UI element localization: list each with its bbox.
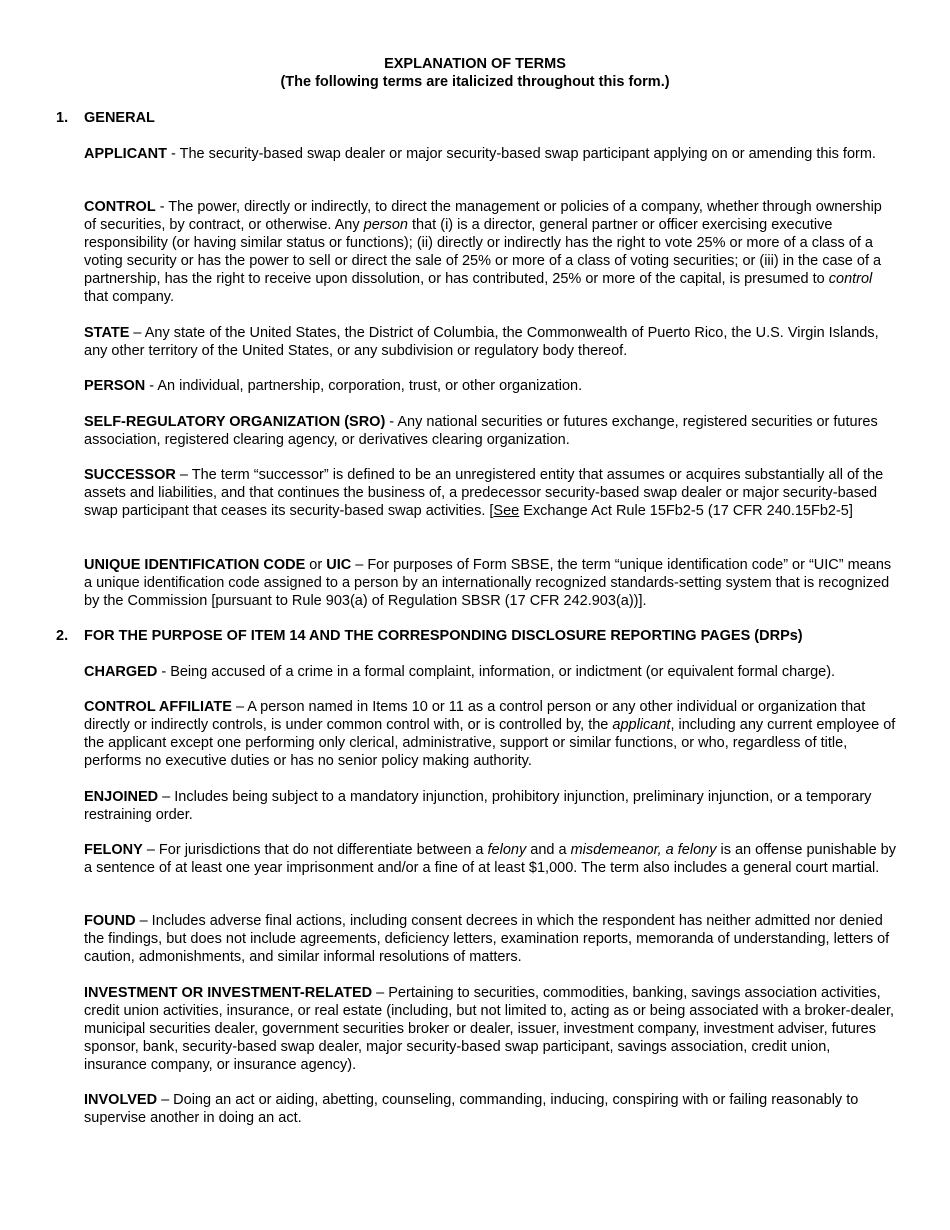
- page-title: EXPLANATION OF TERMS: [384, 56, 566, 72]
- term-connector: and a: [526, 842, 571, 858]
- term-definition: – The term “successor” is defined to be an unregistered entity that assumes or acquires substantially all of the assets and liabilities, and that continues the business of, a predecessor security-based swap dealer or major security-based swap participant that ceases its security-based swap activities. [: [84, 467, 884, 519]
- term-name: FELONY: [84, 842, 143, 858]
- term-person: [84, 377, 896, 395]
- term-name: CHARGED: [84, 664, 158, 680]
- term-definition: - Being accused of a crime in a formal complaint, information, or indictment (or equivalent formal charge).: [157, 664, 836, 680]
- term-applicant: [84, 145, 896, 163]
- term-involved: [84, 1091, 896, 1127]
- italic-term: person: [363, 217, 408, 233]
- term-definition-cont: that (i) is a director, general partner or officer exercising executive responsibility (or having similar status or functions); (ii) directly or indirectly has the right to vote 25% or more of a class of a voting security or has the power to sell or direct the sale of 25% or more of a class of voting securities; or (iii) in the case of a partnership, has the right to receive upon dissolution, or has contributed, 25% or more of the capital, is presumed to: [84, 217, 882, 287]
- term-enjoined: [84, 788, 896, 824]
- term-felony: [84, 841, 896, 877]
- term-control-affiliate: [84, 698, 896, 770]
- term-name: FOUND: [84, 913, 136, 929]
- italic-term: applicant: [612, 717, 671, 733]
- term-definition-end: that company.: [84, 289, 175, 305]
- term-name: STATE: [84, 325, 130, 341]
- term-definition: – Pertaining to securities, commodities, banking, savings association activities, credit union activities, insurance, or real estate (including, but not limited to, acting as or being associated with a broker-dealer, municipal securities dealer, government securities broker or dealer, issuer, investment company, investment adviser, futures sponsor, bank, security-based swap dealer, major security-based swap participant, savings association, credit union, insurance company, or insurance agency).: [84, 985, 895, 1073]
- term-definition: – Includes being subject to a mandatory injunction, prohibitory injunction, preliminary injunction, or a temporary restraining order.: [84, 789, 872, 823]
- italic-term: control: [828, 271, 873, 287]
- section-2-number: 2.: [56, 628, 69, 644]
- term-definition: - The security-based swap dealer or major security-based swap participant applying on or amending this form.: [166, 146, 876, 162]
- term-name: CONTROL AFFILIATE: [84, 699, 232, 715]
- see-reference: See: [493, 503, 520, 519]
- term-definition: – A person named in Items 10 or 11 as a control person or any other individual or organization that directly or indirectly controls, is under common control with, or is controlled by, the: [84, 699, 866, 733]
- term-name: CONTROL: [84, 199, 156, 215]
- term-sro: [84, 413, 896, 449]
- term-name: UNIQUE IDENTIFICATION CODE: [84, 557, 306, 573]
- term-control: [84, 198, 896, 306]
- term-name: APPLICANT: [84, 146, 167, 162]
- term-state: [84, 324, 896, 360]
- term-definition: – Includes adverse final actions, including consent decrees in which the respondent has neither admitted nor denied the findings, but does not include agreements, deficiency letters, examination reports, memoranda of understanding, letters of caution, admonishments, and similar informal resolutions of matters.: [84, 913, 890, 965]
- term-definition: – For purposes of Form SBSE, the term “unique identification code” or “UIC” means a unique identification code assigned to a person by an internationally recognized standards-setting system that is recognized by the Commission [pursuant to Rule 903(a) of Regulation SBSR (17 CFR 242.903(a))].: [84, 557, 892, 609]
- term-definition: - Any national securities or futures exchange, registered securities or futures association, registered clearing agency, or derivatives clearing organization.: [84, 414, 878, 448]
- term-definition: – Any state of the United States, the District of Columbia, the Commonwealth of Puerto Rico, the U.S. Virgin Islands, any other territory of the United States, or any subdivision or regulatory body thereof.: [84, 325, 879, 359]
- page-subtitle: (The following terms are italicized throughout this form.): [280, 74, 670, 90]
- term-name: PERSON: [84, 378, 146, 394]
- term-charged: [84, 663, 896, 681]
- term-connector: or: [305, 557, 327, 573]
- term-found: [84, 912, 896, 966]
- term-name: INVOLVED: [84, 1092, 158, 1108]
- term-definition-cont: Exchange Act Rule 15Fb2-5 (17 CFR 240.15Fb2-5]: [519, 503, 853, 519]
- term-name: INVESTMENT OR INVESTMENT-RELATED: [84, 985, 373, 1001]
- italic-term: misdemeanor, a felony: [570, 842, 717, 858]
- term-uic: [84, 556, 896, 610]
- term-definition-cont: is an offense punishable by a sentence of at least one year imprisonment and/or a fine of at least $1,000. The term also includes a general court martial.: [84, 842, 896, 876]
- term-name-alt: UIC: [326, 557, 352, 573]
- term-name: SUCCESSOR: [84, 467, 176, 483]
- italic-term: felony: [487, 842, 527, 858]
- term-name: SELF-REGULATORY ORGANIZATION (SRO): [84, 414, 386, 430]
- term-definition: – Doing an act or aiding, abetting, counseling, commanding, inducing, conspiring with or failing reasonably to supervise another in doing an act.: [84, 1092, 859, 1126]
- term-name: ENJOINED: [84, 789, 159, 805]
- term-definition: – For jurisdictions that do not differentiate between a: [142, 842, 488, 858]
- term-definition: - The power, directly or indirectly, to direct the management or policies of a company, whether through ownership of securities, by contract, or otherwise. Any: [84, 199, 882, 233]
- term-investment: [84, 984, 896, 1074]
- term-definition: - An individual, partnership, corporation, trust, or other organization.: [145, 378, 583, 394]
- section-1-number: 1.: [56, 110, 69, 126]
- section-2-title: FOR THE PURPOSE OF ITEM 14 AND THE CORRESPONDING DISCLOSURE REPORTING PAGES (DRPs): [84, 628, 803, 644]
- term-successor: [84, 466, 896, 520]
- section-1-title: GENERAL: [84, 110, 155, 126]
- term-definition-cont: , including any current employee of the applicant except one performing only clerical, administrative, support or similar functions, or who, regardless of title, performs no executive duties or has no senior policy making authority.: [84, 717, 896, 769]
